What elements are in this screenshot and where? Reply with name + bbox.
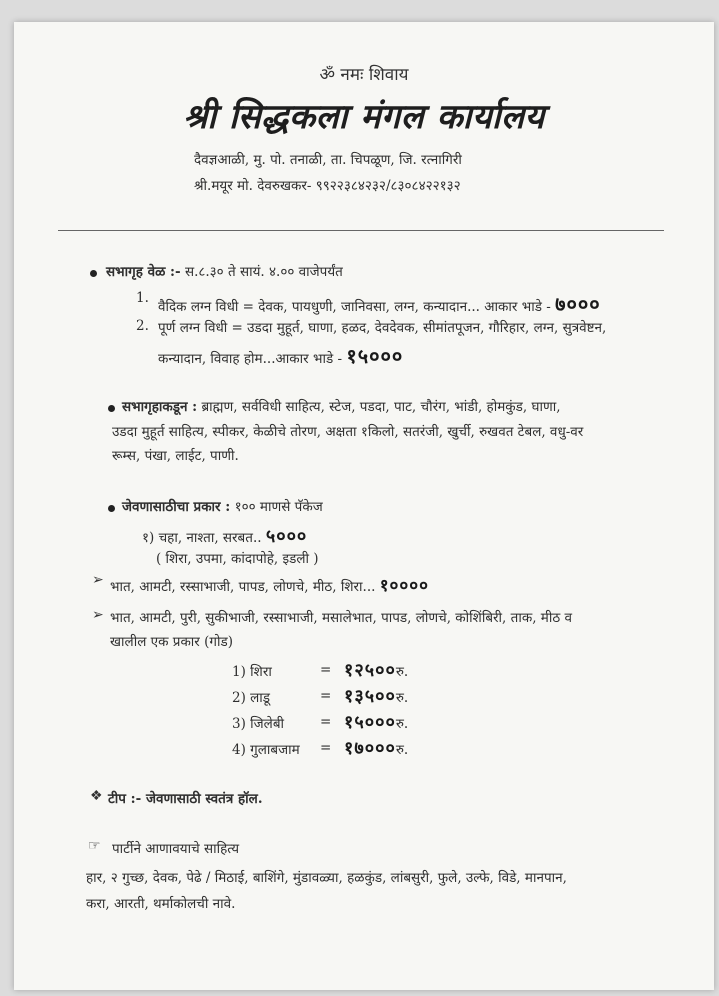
hall-item-2-line2: कन्यादान, विवाह होम...आकार भाडे -: [158, 351, 343, 367]
sweet-name: 1) शिरा: [232, 664, 272, 680]
sweet-name: 3) जिलेबी: [232, 716, 285, 732]
hall-provides-label: सभागृहाकडून :: [122, 399, 198, 415]
equals-sign: =: [320, 662, 332, 678]
divider: [58, 230, 664, 231]
sweet-price: [344, 684, 408, 708]
meals-heading: [122, 497, 323, 515]
pointing-hand-icon: ☞: [88, 838, 101, 854]
meal-item-3-line2: खालील एक प्रकार (गोड): [110, 634, 233, 650]
sweet-amount: १२५००: [344, 660, 396, 681]
hall-provides-line1: [122, 397, 561, 415]
bring-line-1: हार, २ गुच्छ, देवक, पेढे / मिठाई, बाशिंगे, मुंडावळ्या, हळकुंड, लांबसुरी, फुले, उल्फे, विडे, मानपान,: [86, 870, 567, 886]
hall-item-1-text: [158, 290, 601, 317]
meals-label: जेवणासाठीचा प्रकार :: [122, 499, 231, 515]
flower-icon: ❖: [90, 788, 103, 804]
equals-sign: =: [320, 740, 332, 756]
meal-item-1-amount: ५०००: [265, 526, 308, 547]
bullet-icon: [90, 270, 97, 277]
meal-item-2: [110, 573, 429, 596]
bring-line-2: करा, आरती, थर्माकोलची नावे.: [86, 896, 236, 912]
note-text: टीप :- जेवणासाठी स्वतंत्र हॉल.: [108, 791, 263, 807]
hall-time-section: [106, 262, 343, 280]
hall-provides-text-3: रूम्स, पंखा, लाईट, पाणी.: [112, 448, 239, 464]
arrow-right-icon: ➢: [92, 607, 104, 623]
address-line-1: दैवज्ञआळी, मु. पो. तनाळी, ता. चिपळूण, जि. रत्नागिरी: [194, 152, 462, 168]
meal-item-1-sub: ( शिरा, उपमा, कांदापोहे, इडली ): [156, 551, 319, 567]
document-page: [14, 22, 714, 990]
bring-title: पार्टीने आणावयाचे साहित्य: [112, 841, 240, 857]
sweet-name: 2) लाडू: [232, 690, 271, 706]
meal-item-2-text: भात, आमटी, रस्साभाजी, पापड, लोणचे, मीठ, शिरा...: [110, 579, 376, 595]
hall-time-text: स.८.३० ते सायं. ४.०० वाजेपर्यंत: [184, 264, 343, 280]
hall-item-1-amount: ७०००: [555, 292, 601, 316]
bullet-icon: [108, 405, 115, 412]
sweet-amount: १७०००: [344, 738, 396, 759]
sweet-price: [344, 658, 408, 682]
sweet-amount: १५०००: [344, 712, 396, 733]
hall-item-1-line: वैदिक लग्न विधी = देवक, पायधुणी, जानिवसा, लग्न, कन्यादान... आकार भाडे -: [158, 299, 551, 315]
sweet-name: 4) गुलाबजाम: [232, 742, 300, 758]
hall-provides-text-1: ब्राह्मण, सर्वविधी साहित्य, स्टेज, पडदा, पाट, चौरंग, भांडी, होमकुंड, घाणा,: [201, 399, 561, 415]
address-line-2: श्री.मयूर मो. देवरुखकर- ९९२२३८४२३२/८३०८४२२१३२: [194, 178, 461, 194]
hall-item-2-num: 2.: [136, 318, 149, 334]
currency-unit: रु.: [395, 742, 409, 758]
hall-item-2-line1: पूर्ण लग्न विधी = उडदा मुहूर्त, घाणा, हळद, देवदेवक, सीमांतपूजन, गौरिहार, लग्न, सुत्रवेष्टन,: [158, 320, 607, 336]
invocation: ॐ नमः शिवाय: [319, 65, 409, 85]
sweet-price: [344, 710, 408, 734]
hall-time-label: सभागृह वेळ :-: [106, 264, 181, 280]
arrow-right-icon: ➢: [92, 572, 104, 588]
hall-item-2-line2-wrap: [158, 342, 403, 369]
meal-item-1-text: १) चहा, नाश्ता, सरबत..: [142, 530, 262, 546]
meal-item-3-line1: भात, आमटी, पुरी, सुकीभाजी, रस्साभाजी, मसालेभात, पापड, लोणचे, कोशिंबिरी, ताक, मीठ व: [110, 610, 572, 626]
page-title: श्री सिद्धकला मंगल कार्यालय: [183, 97, 545, 137]
equals-sign: =: [320, 714, 332, 730]
meals-package: १०० माणसे पॅकेज: [234, 499, 323, 515]
sweet-amount: १३५००: [344, 686, 396, 707]
meal-item-1: [142, 524, 307, 548]
hall-item-1-num: 1.: [136, 290, 149, 306]
currency-unit: रु.: [395, 664, 409, 680]
equals-sign: =: [320, 688, 332, 704]
meal-item-2-amount: १००००: [379, 576, 429, 596]
currency-unit: रु.: [395, 690, 409, 706]
hall-item-2-amount: १५०००: [346, 344, 404, 368]
bullet-icon: [108, 505, 115, 512]
hall-provides-text-2: उडदा मुहूर्त साहित्य, स्पीकर, केळीचे तोरण, अक्षता १किलो, सतरंजी, खुर्ची, रुखवत टेबल, वधु-वर: [112, 424, 584, 440]
sweet-price: [344, 736, 408, 760]
currency-unit: रु.: [395, 716, 409, 732]
